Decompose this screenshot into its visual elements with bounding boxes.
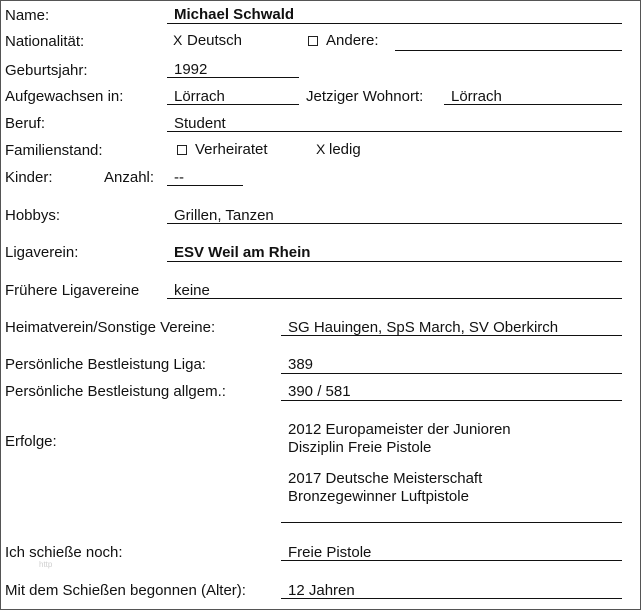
name-label: Name: [5, 7, 50, 24]
grew-up-label: Aufgewachsen in: [5, 88, 124, 105]
best-league-value: 389 [288, 356, 314, 373]
former-clubs-value: keine [174, 282, 210, 299]
job-value: Student [174, 115, 226, 132]
job-label: Beruf: [5, 115, 46, 132]
league-club-label: Ligaverein: [5, 244, 79, 261]
watermark-text: http [39, 560, 53, 569]
family-status-label: Familienstand: [5, 142, 103, 159]
job-underline [167, 131, 622, 132]
birth-year-label: Geburtsjahr: [5, 62, 88, 79]
success-2-line-2: Bronzegewinner Luftpistole [288, 488, 469, 505]
hobbies-underline [167, 223, 622, 224]
name-value: Michael Schwald [174, 6, 295, 23]
children-label: Kinder: [5, 169, 53, 186]
ledig-checked-mark[interactable]: X [316, 141, 326, 157]
league-club-value: ESV Weil am Rhein [174, 244, 311, 261]
grew-up-underline [167, 104, 299, 105]
children-count-label: Anzahl: [104, 169, 155, 186]
andere-underline [395, 50, 622, 51]
home-club-underline [281, 335, 622, 336]
start-age-underline [281, 598, 622, 599]
former-clubs-label: Frühere Ligavereine [5, 282, 140, 299]
deutsch-option-label: Deutsch [187, 32, 243, 49]
children-count-value: -- [174, 169, 184, 186]
former-clubs-underline [167, 298, 622, 299]
name-underline [167, 23, 622, 24]
success-1-line-2: Disziplin Freie Pistole [288, 439, 432, 456]
residence-value: Lörrach [451, 88, 502, 105]
grew-up-value: Lörrach [174, 88, 225, 105]
start-age-value: 12 Jahren [288, 582, 355, 599]
birth-year-value: 1992 [174, 61, 208, 78]
home-club-label: Heimatverein/Sonstige Vereine: [5, 319, 216, 336]
still-shooting-label: Ich schieße noch: [5, 544, 123, 561]
andere-checkbox[interactable] [308, 36, 318, 46]
best-league-underline [281, 373, 622, 374]
hobbies-label: Hobbys: [5, 207, 61, 224]
successes-underline [281, 522, 622, 523]
best-league-label: Persönliche Bestleistung Liga: [5, 356, 206, 373]
league-club-underline [167, 261, 622, 262]
ledig-option-label: ledig [329, 141, 361, 158]
best-general-underline [281, 400, 622, 401]
residence-label: Jetziger Wohnort: [306, 88, 424, 105]
birth-year-underline [167, 77, 299, 78]
hobbies-value: Grillen, Tanzen [174, 207, 274, 224]
verheiratet-option-label: Verheiratet [195, 141, 268, 158]
successes-label: Erfolge: [5, 433, 57, 450]
best-general-value: 390 / 581 [288, 383, 351, 400]
still-shooting-value: Freie Pistole [288, 544, 372, 561]
children-underline [167, 185, 243, 186]
best-general-label: Persönliche Bestleistung allgem.: [5, 383, 226, 400]
andere-option-label: Andere: [326, 32, 379, 49]
still-shooting-underline [281, 560, 622, 561]
success-1-line-1: 2012 Europameister der Junioren [288, 421, 511, 438]
nationality-label: Nationalität: [5, 33, 85, 50]
success-2-line-1: 2017 Deutsche Meisterschaft [288, 470, 483, 487]
residence-underline [444, 104, 622, 105]
home-club-value: SG Hauingen, SpS March, SV Oberkirch [288, 319, 559, 336]
deutsch-checked-mark[interactable]: X [173, 32, 183, 48]
verheiratet-checkbox[interactable] [177, 145, 187, 155]
start-age-label: Mit dem Schießen begonnen (Alter): [5, 582, 246, 599]
